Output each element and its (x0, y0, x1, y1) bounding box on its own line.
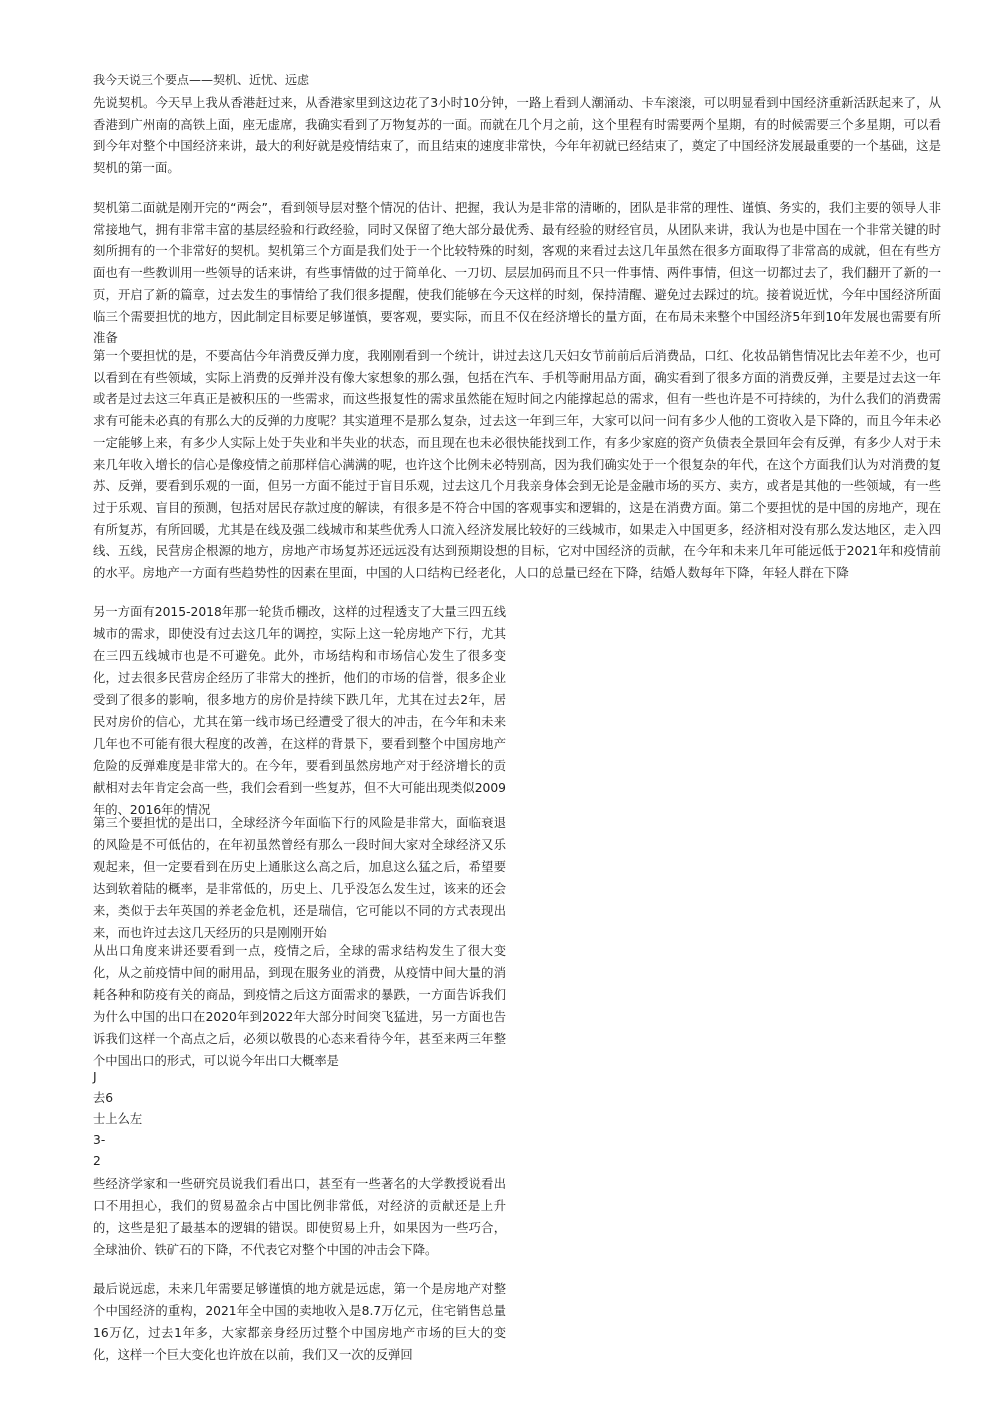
text-fragment: 士上么左 (93, 1112, 143, 1126)
text-fragment: 去6 (93, 1091, 114, 1105)
paragraph-opportunity-2: 契机第二面就是刚开完的“两会”，看到领导层对整个情况的估计、把握，我认为是非常的清晰的，团队是非常的理性、谨慎、务实的，我们主要的领导人非常接地气，拥有非常丰富的基层经验和行政经验，同时又保留了绝大部分最优秀、最有经验的财经官员，从团队来讲，我认为也是中国在一个非常关键的时刻所拥有的一个非常好的契机。契机第三个方面是我们处于一个比较特殊的时刻，客观的来看过去这几年虽然在很多方面取得了非常高的成就，但在有些方面也有一些教训用一些领导的话来讲，有些事情做的过于简单化、一刀切、层层加码而且不只一件事情、两件事情，但这一切都过去了，我们翻开了新的一页，开启了新的篇章，过去发生的事情给了我们很多提醒，使我们能够在今天这样的时刻，保持清醒、避免过去踩过的坑。接着说近忧，今年中国经济所面临三个需要担忧的地方，因此制定目标要足够谨慎，要客观，要实际，而且不仅在经济增长的量方面，在布局未来整个中国经济5年到10年发展也需要有所准备 (93, 200, 941, 346)
paragraph-worry-export: 第三个要担忧的是出口，全球经济今年面临下行的风险是非常大，面临衰退的风险是不可低估的，在年初虽然曾经有那么一段时间大家对全球经济又乐观起来，但一定要看到在历史上通胀这么高之后，加息这么猛之后，希望要达到软着陆的概率，是非常低的，历史上、几乎没怎么发生过，该来的还会来，类似于去年英国的养老金危机，还是瑞信，它可能以不同的方式表现出来，而也许过去这几天经历的只是刚刚开始 (93, 816, 506, 940)
text-fragment: 3- (93, 1133, 106, 1147)
text-fragment: 2 (93, 1154, 101, 1168)
paragraph-long-term-worry: 最后说远虑，未来几年需要足够谨慎的地方就是远虑，第一个是房地产对整个中国经济的重构，2021年全中国的卖地收入是8.7万亿元，住宅销售总量16万亿，过去1年多，大家都亲身经历过整个中国房地产市场的巨大的变化，这样一个巨大变化也许放在以前，我们又一次的反弹回 (93, 1282, 506, 1362)
paragraph-real-estate: 另一方面有2015-2018年那一轮货币棚改，这样的过程透支了大量三四五线城市的需求，即使没有过去这几年的调控，实际上这一轮房地产下行，尤其在三四五线城市也是不可避免。此外，市场结构和市场信心发生了很多变化，过去很多民营房企经历了非常大的挫折，他们的市场的信誉，很多企业受到了很多的影响，很多地方的房价是持续下跌几年，尤其在过去2年，居民对房价的信心，尤其在第一线市场已经遭受了很大的冲击，在今年和未来几年也不可能有很大程度的改善，在这样的背景下，要看到整个中国房地产危险的反弹难度是非常大的。在今年，要看到虽然房地产对于经济增长的贡献相对去年肯定会高一些，我们会看到一些复苏，但不大可能出现类似2009年的、2016年的情况 (93, 605, 506, 817)
text-fragment: J (93, 1070, 97, 1084)
paragraph-trade-surplus: 些经济学家和一些研究员说我们看出口，甚至有一些著名的大学教授说看出口不用担心，我们的贸易盈余占中国比例非常低，对经济的贡献还是上升的，这些是犯了最基本的逻辑的错误。即使贸易上升，如果因为一些巧合，全球油价、铁矿石的下降，不代表它对整个中国的冲击会下降。 (93, 1177, 506, 1257)
document-heading: 我今天说三个要点——契机、近忧、远虑 (93, 73, 310, 87)
paragraph-export-demand: 从出口角度来讲还要看到一点，疫情之后，全球的需求结构发生了很大变化，从之前疫情中间的耐用品，到现在服务业的消费，从疫情中间大量的消耗各种和防疫有关的商品，到疫情之后这方面需求的暴跌，一方面告诉我们为什么中国的出口在2020年到2022年大部分时间突飞猛进，另一方面也告诉我们这样一个高点之后，必须以敬畏的心态来看待今年，甚至来两三年整个中国出口的形式，可以说今年出口大概率是 (93, 944, 506, 1068)
paragraph-opportunity-1: 先说契机。今天早上我从香港赶过来，从香港家里到这边花了3小时10分钟，一路上看到人潮涌动、卡车滚滚，可以明显看到中国经济重新活跃起来了，从香港到广州南的高铁上面，座无虚席，我确实看到了万物复苏的一面。而就在几个月之前，这个里程有时需要两个星期，有的时候需要三个多星期，可以看到今年对整个中国经济来讲，最大的利好就是疫情结束了，而且结束的速度非常快，今年年初就已经结束了，奠定了中国经济发展最重要的一个基础，这是契机的第一面。 (93, 95, 941, 176)
paragraph-worry-consumption: 第一个要担忧的是，不要高估今年消费反弹力度，我刚刚看到一个统计，讲过去这几天妇女节前前后后消费品，口红、化妆品销售情况比去年差不少，也可以看到在有些领域，实际上消费的反弹并没有像大家想象的那么强，包括在汽车、手机等耐用品方面，确实看到了很多方面的消费反弹，主要是过去这一年或者是过去这三年真正是被积压的一些需求，而这些报复性的需求虽然能在短时间之内能撑起总的需求，但有一些也许是不可持续的，为什么我们的消费需求有可能未必真的有那么大的反弹的力度呢？其实道理不是那么复杂，过去这一年到三年，大家可以问一问有多少人他的工资收入是下降的，而且今年未必一定能够上来，有多少人实际上处于失业和半失业的状态，而且现在也未必很快能找到工作，有多少家庭的资产负债表全景回年会有反弹，有多少人对于未来几年收入增长的信心是像疫情之前那样信心满满的呢，也许这个比例未必特别高，因为我们确实处于一个很复杂的年代，在这个方面我们认为对消费的复苏、反弹，要看到乐观的一面，但另一方面不能过于盲目乐观，过去这几个月我亲身体会到无论是金融市场的买方、卖方，或者是其他的一些领域，有一些过于乐观、盲目的预测，包括对居民存款过度的解读，有很多是不符合中国的客观事实和逻辑的，这是在消费方面。第二个要担忧的是中国的房地产，现在有所复苏，有所回暖，尤其是在线及强二线城市和某些优秀人口流入经济发展比较好的三线城市，如果走入中国更多，经济相对没有那么发达地区，走入四线、五线，民营房企根源的地方，房地产市场复苏还远远没有达到预期设想的目标，它对中国经济的贡献，在今年和未来几年可能远低于2021年和疫情前的水平。房地产一方面有些趋势性的因素在里面，中国的人口结构已经老化，人口的总量已经在下降，结婚人数每年下降，年轻人群在下降 (93, 348, 941, 581)
